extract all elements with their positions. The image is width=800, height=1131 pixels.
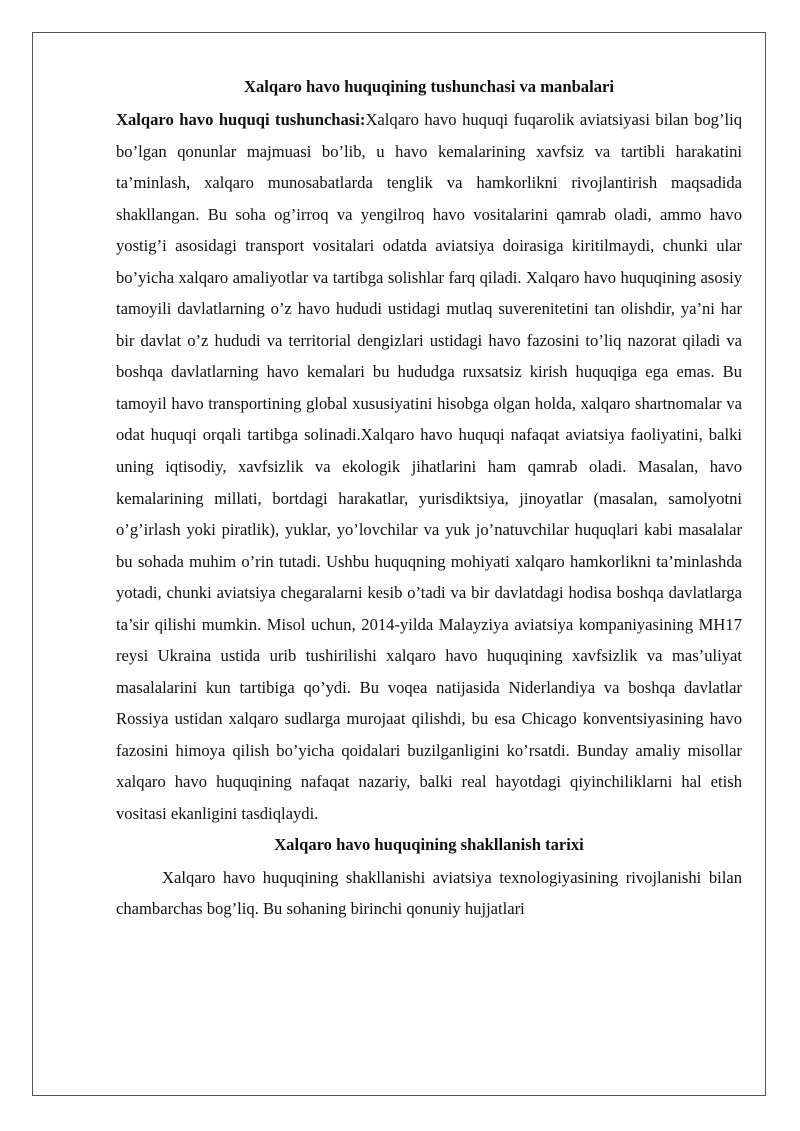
definition-lead: Xalqaro havo huquqi tushunchasi: (116, 110, 366, 129)
definition-text: Xalqaro havo huquqi fuqarolik aviatsiyasi bilan bog’liq bo’lgan qonunlar majmuasi bo’lib, u havo kemalarining xavfsiz va tartibli harakatini ta’minlash, xalqaro munosabatlarda tenglik va hamkorlikni rivojlantirish maqsadida shakllangan. Bu soha og’irroq va yengilroq havo vositalarini qamrab oladi, ammo havo yostig’i asosidagi transport vositalari odatda aviatsiya doirasiga kiritilmaydi, chunki ular bo’yicha xalqaro amaliyotlar va tartibga solishlar farq qiladi. Xalqaro havo huquqining asosiy tamoyili davlatlarning o’z havo hududi ustidagi mutlaq suverenitetini tan olishdir, ya’ni har bir davlat o’z hududi va territorial dengizlari ustidagi havo fazosini to’liq nazorat qiladi va boshqa davlatlarning havo kemalari bu hududga ruxsatsiz kirish huquqiga ega emas. Bu tamoyil havo transportining global xususiyatini hisobga olgan holda, xalqaro shartnomalar va odat huquqi orqali tartibga solinadi.Xalqaro havo huquqi nafaqat aviatsiya faoliyatini, balki uning iqtisodiy, xavfsizlik va ekologik jihatlarini ham qamrab oladi. Masalan, havo kemalarining millati, bortdagi harakatlar, yurisdiktsiya, jinoyatlar (masalan, samolyotni o’g’irlash yoki piratlik), yuklar, yo’lovchilar va yuk jo’natuvchilar huquqlari kabi masalalar bu sohada muhim o’rin tutadi. Ushbu huquqning mohiyati xalqaro hamkorlikni ta’minlashda yotadi, chunki aviatsiya chegaralarni kesib o’tadi va bir davlatdagi hodisa boshqa davlatlarga ta’sir qilishi mumkin. Misol uchun, 2014-yilda Malayziya aviatsiya kompaniyasining MH17 reysi Ukraina ustida urib tushirilishi xalqaro havo huquqining xavfsizlik va mas’uliyat masalalarini kun tartibiga qo’ydi. Bu voqea natijasida Niderlandiya va boshqa davlatlar Rossiya ustidan xalqaro sudlarga murojaat qilishdi, bu esa Chicago konventsiyasining havo fazosini himoya qilish bo’yicha qoidalari buzilganligini ko’rsatdi. Bunday amaliy misollar xalqaro havo huquqining nafaqat nazariy, balki real hayotdagi qiyinchiliklarni hal etish vositasi ekanligini tasdiqlaydi. (116, 110, 743, 824)
document-title: Xalqaro havo huquqining tushunchasi va manbalari (244, 77, 614, 96)
paragraph-history: Xalqaro havo huquqining shakllanishi aviatsiya texnologiyasining rivojlanishi bilan chambarchas bog’liq. Bu sohaning birinchi qonuniy hujjatlari (116, 867, 742, 919)
section-title-history: Xalqaro havo huquqining shakllanish tarixi (274, 834, 584, 854)
paragraph-definition (116, 104, 742, 830)
document-body (116, 74, 742, 925)
